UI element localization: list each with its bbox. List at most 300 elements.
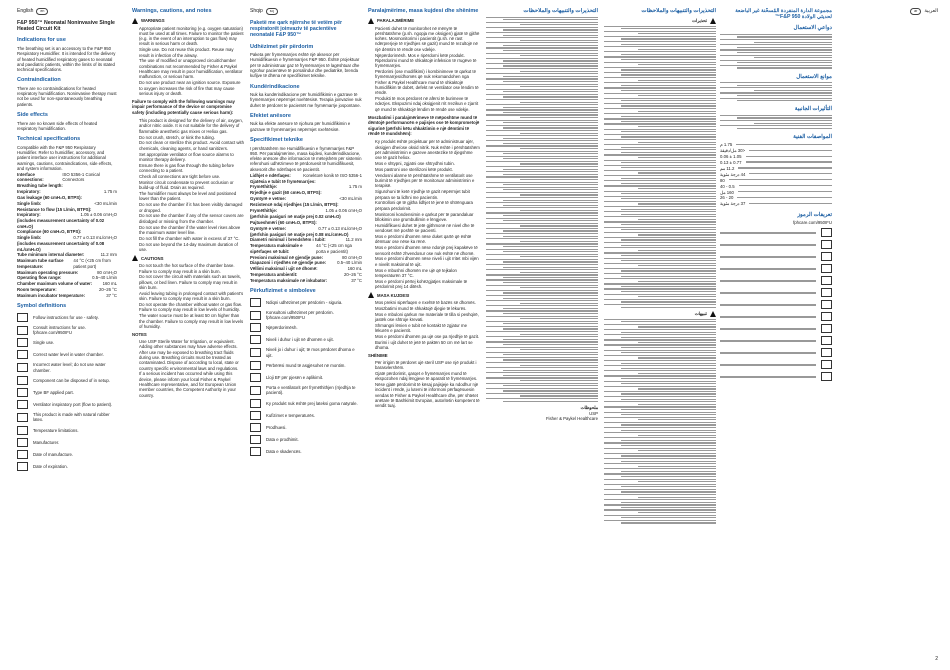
text-line <box>638 126 716 127</box>
list-item: • After use may be exposed to breathing tract fluids during use. Breathing circuits must be treated as contaminated. Dispose of according to local, state or country specific environmental laws and regulations. <box>139 350 244 371</box>
text-line <box>486 295 598 296</box>
text-line <box>604 350 716 351</box>
text-line <box>754 57 832 58</box>
text-line <box>486 151 598 152</box>
symbol-icon <box>17 400 28 409</box>
spec-row <box>17 229 117 234</box>
text-line <box>503 29 598 30</box>
spec-label: Gymtyrë e vetme: <box>250 225 287 231</box>
text-line <box>604 273 716 274</box>
contraindication-heading: Contraindication <box>17 77 61 84</box>
text-line <box>520 55 598 56</box>
text-line <box>720 60 832 61</box>
text-line <box>503 158 598 159</box>
arabic-spec-value: 20 - 26 <box>720 195 734 201</box>
spec-label: Single limb: <box>17 235 42 241</box>
text-line <box>638 203 716 204</box>
text-line <box>720 125 832 126</box>
text-line <box>604 56 716 57</box>
text-line <box>486 377 598 378</box>
text-line <box>486 310 598 311</box>
text-line <box>621 522 716 523</box>
text-line <box>638 234 716 235</box>
text-line <box>604 391 716 392</box>
text-line <box>720 364 816 365</box>
spec-value: 11.2 mm <box>100 252 117 258</box>
text-line <box>486 32 598 33</box>
text-line <box>604 479 716 480</box>
arabic-symbol-list <box>720 228 832 381</box>
notes-label: NOTES <box>132 332 147 338</box>
spec-value: <30 mL/min <box>339 196 362 202</box>
text-line <box>604 370 716 371</box>
text-line <box>737 67 832 68</box>
text-line <box>503 112 598 113</box>
text-line <box>604 237 716 238</box>
symbol-label: Type BF applied part. <box>33 389 74 395</box>
warning-triangle-icon <box>132 18 138 24</box>
text-line <box>604 160 716 161</box>
text-line <box>621 147 716 148</box>
text-line <box>720 34 832 35</box>
text-line <box>638 466 716 467</box>
indications-text-sq: Paketa për frymëmarrjes është një aksesor për Humidifikuesin e frymëmarrjes F&P 950. Është projektuar për të administruar gaz të frymëmarrjes të lagështuar dhe ngrohur pacientëve të porsalindur dhe pediatrikë, brenda kufijve të dhëna në specifikimet teknike. <box>250 52 360 79</box>
arabic-symbol-row <box>720 276 832 285</box>
list-item: • Do not clean or sterilize this product. Avoid contact with chemicals, cleaning agents, or hand sanitizers. <box>139 140 244 151</box>
text-line <box>621 38 716 39</box>
text-line <box>638 49 716 50</box>
symbol-icon <box>17 413 28 422</box>
text-line <box>621 378 716 379</box>
text-line <box>604 365 716 366</box>
spec-label: Room temperature: <box>17 287 57 293</box>
spec-row <box>17 235 117 240</box>
symbol-row <box>250 423 362 432</box>
text-line <box>638 481 716 482</box>
side-effects-text-sq: Nuk ka efekte anësore të njohura për humidifikimin e gazrave të frymëmarrjes nëpërmjet nxehtësisë. <box>250 121 351 132</box>
cautions-list-sq <box>368 300 480 350</box>
text-line <box>520 380 598 381</box>
text-line <box>486 249 598 250</box>
text-line <box>520 349 598 350</box>
symbol-icon <box>821 228 832 237</box>
text-line <box>604 334 716 335</box>
text-line <box>754 90 832 91</box>
text-line <box>621 455 716 456</box>
text-line <box>604 82 716 83</box>
symbol-icon <box>17 363 28 372</box>
spec-label: Rezistencë ndaj rrjedhjes (15 L/min, BTPS): <box>250 202 339 208</box>
spec-label: Inspiratory: <box>17 188 41 194</box>
list-item: • Check all connections are tight before use. <box>139 174 244 179</box>
list-item: • Mos e përdorni dhomën nëse duket qartë që është dëmtuar ose nëse ka rënë. <box>375 234 480 245</box>
text-line <box>520 395 598 396</box>
symbol-icon <box>250 423 261 432</box>
text-line <box>503 96 598 97</box>
spec-row <box>250 190 362 195</box>
text-line <box>520 117 598 118</box>
arabic-text-block <box>720 34 832 69</box>
text-line <box>737 36 832 37</box>
text-line <box>621 291 716 292</box>
symbol-list-sq <box>250 298 362 456</box>
text-line <box>486 182 598 183</box>
text-line <box>621 399 716 400</box>
text-line <box>604 406 716 407</box>
text-line <box>503 277 598 278</box>
text-line <box>638 111 716 112</box>
list-item: • The humidifier must always be level and positioned lower than the patient. <box>139 191 244 202</box>
text-line <box>621 178 716 179</box>
spec-row <box>250 220 362 225</box>
spec-label: Temperatura maksimale në inkubator: <box>250 278 328 284</box>
text-line <box>621 301 716 302</box>
text-line <box>604 103 716 104</box>
warnings-column <box>132 8 244 399</box>
text-line <box>621 198 716 199</box>
spec-label: Gjatësia e tubit të frymëmarrjes: <box>250 178 316 184</box>
text-line <box>604 381 716 382</box>
arabic-text-block <box>486 17 598 402</box>
text-line <box>621 105 716 106</box>
spec-row <box>17 189 117 194</box>
spec-label: Vëllimi maksimal i ujit në dhomë: <box>250 266 318 272</box>
list-item: • Do not cover the circuit with materials such as towels, pillows, or bed linen. Failure to comply may result in skin burn. <box>139 274 244 290</box>
text-line <box>720 268 816 269</box>
text-line <box>720 82 832 83</box>
spec-row <box>17 281 117 286</box>
spec-row <box>250 226 362 231</box>
arabic-symbol-row <box>720 348 832 357</box>
spec-label: Temperatura maksimale e sipërfaqes së tubit: <box>250 243 303 254</box>
symbol-icon <box>17 313 28 322</box>
side-effects-heading: Side effects <box>17 112 48 119</box>
arabic-spec-row <box>720 184 832 189</box>
text-line <box>621 363 716 364</box>
symbol-label: Porta e ventilatorit për frymëthithjen (rrjedhja te pacienti). <box>266 385 356 396</box>
symbol-label: Ky produkt nuk është prej lateksi goma natyrale. <box>266 400 358 406</box>
symbol-label: Konsultoni udhëzimet për përdorim. fphcare.com/950IFU <box>266 309 334 321</box>
text-line <box>486 109 598 110</box>
spec-row <box>250 214 362 219</box>
text-line <box>638 326 716 327</box>
text-line <box>604 344 716 345</box>
text-line <box>503 323 598 324</box>
text-line <box>638 157 716 158</box>
text-line <box>737 62 832 63</box>
text-line <box>486 238 598 239</box>
symbol-icon <box>250 447 261 456</box>
text-line <box>604 489 716 490</box>
spec-label: Maximum incubator temperature: <box>17 293 86 299</box>
notes-list-sq <box>368 360 480 409</box>
text-line <box>621 162 716 163</box>
text-line <box>621 85 716 86</box>
text-line <box>604 149 716 150</box>
symbol-label: Niveli jo i duhur i ujit; të mos përdoret dhoma e ujit. <box>266 347 355 358</box>
symbol-row <box>250 411 362 420</box>
text-line <box>486 104 598 105</box>
text-line <box>503 81 598 82</box>
symbol-icon <box>821 300 832 309</box>
text-line <box>621 476 716 477</box>
text-line <box>486 42 598 43</box>
text-line <box>503 200 598 201</box>
text-line <box>621 440 716 441</box>
language-code-badge-sq: sq <box>266 8 278 15</box>
language-name-ar: العربية <box>924 8 938 14</box>
text-line <box>503 230 598 231</box>
spec-label: Rrjedhje e gazit (60 cmH₂O, BTPS): <box>250 190 322 196</box>
text-line <box>604 375 716 376</box>
spec-label: Gymtyrë e vetme: <box>250 196 287 202</box>
symbol-label: Incorrect water level; do not use water chamber. <box>33 362 106 373</box>
text-line <box>604 180 716 181</box>
arabic-spec-value: 0.77 ± 0.13 <box>720 160 742 166</box>
list-item: • Burimi i ujit duhet të jetë të paktën 50 cm më lart se dhoma. <box>375 340 480 351</box>
indications-heading-sq: Udhëzimet për përdorim <box>250 43 314 50</box>
text-line <box>604 232 716 233</box>
text-line <box>604 87 716 88</box>
arabic-url: fphcare.com/950IFU <box>793 220 832 226</box>
list-item: • Do not use beyond the 14-day maximum duration of use. <box>139 242 244 253</box>
text-line <box>638 64 716 65</box>
arabic-column <box>720 8 832 384</box>
list-item: • Pacienti duhet të monitorohet në mënyrë të përshtatshme (p.sh. ngopja me oksigjen) gjatë të gjithë kohës. Mosmonitorimi i pacientit (p.sh. në rast ndërprerjeje të rrjedhjes së gazit) mund të rezultojë në një dëmtim të rëndë ose vdekje. <box>375 26 480 52</box>
warnings-list-sq <box>368 26 480 113</box>
symbol-icon <box>821 276 832 285</box>
list-item: • Humidifikuesi duhet të jetë gjithmonë në nivel dhe të vendoset më poshtë se pacienti. <box>375 223 480 234</box>
text-line <box>486 269 598 270</box>
text-line <box>486 187 598 188</box>
text-line <box>486 99 598 100</box>
spec-row <box>17 275 117 280</box>
text-line <box>503 45 598 46</box>
text-line <box>486 120 598 121</box>
text-line <box>486 53 598 54</box>
symbol-row <box>250 361 362 370</box>
arabic-spec-value: 44 درجة مئوية <box>720 171 746 177</box>
text-line <box>604 458 716 459</box>
warning-triangle-icon <box>368 18 374 24</box>
text-line <box>503 344 598 345</box>
text-line <box>621 461 716 462</box>
arabic-spec-value: 1.05 ± 0.06 <box>720 154 742 160</box>
text-line <box>503 292 598 293</box>
symbol-icon <box>821 324 832 333</box>
text-line <box>604 170 716 171</box>
arabic-text-block <box>604 319 716 524</box>
spec-row <box>250 260 362 265</box>
text-line <box>621 368 716 369</box>
indications-text: The breathing set is an accessory to the F&P 950 Respiratory Humidifier. It is intended for the delivery of heated humidified respiratory gases to neonatal and paediatric patients, within the limits of its stated technical specifications. <box>17 45 116 73</box>
spec-label: Diametri minimal i brendshëm i tubit: <box>250 237 326 243</box>
arabic-company: Fisher & Paykel Healthcare <box>545 416 598 422</box>
symbols-heading-sq: Përkufizimet e simboleve <box>250 288 316 295</box>
symbol-icon <box>250 298 261 307</box>
text-line <box>604 339 716 340</box>
symbol-row <box>17 462 117 471</box>
text-line <box>736 144 832 145</box>
symbol-label: Component can be disposed of in setup. <box>33 377 110 383</box>
arabic-spec-value: <30 مل/دقيقة <box>720 148 745 154</box>
text-line <box>503 298 598 299</box>
text-line <box>638 435 716 436</box>
text-line <box>621 255 716 256</box>
text-line <box>638 296 716 297</box>
arabic-cautions-label: تنبيهات <box>604 311 716 317</box>
text-line <box>520 303 598 304</box>
spec-value: 80 cmH₂O <box>342 254 362 260</box>
text-line <box>503 328 598 329</box>
symbol-label: Ventilator inspiratory port (flow to patient). <box>33 401 113 407</box>
text-line <box>720 256 816 257</box>
spec-label: Chamber maximum volume of water: <box>17 281 93 287</box>
cautions-label-sq: MASA KUJDESI <box>368 292 480 298</box>
symbol-row <box>250 399 362 408</box>
text-line <box>604 288 716 289</box>
text-line <box>486 161 598 162</box>
list-item: • Nëse gjatë përdorimit të kësaj pajisjeje ka ndodhur një incident i rëndë, ju lutemi të informoni përfaqësuesin vendas të Fisher & Paykel Healthcare dhe, për shtetet anëtare të Bashkimit Evropian, autoritetin kompetent të vendit tuaj. <box>375 382 480 408</box>
text-line <box>638 404 716 405</box>
spec-label: Maximum operating pressure: <box>17 269 79 275</box>
arabic-spec-row <box>720 190 832 195</box>
text-line <box>638 265 716 266</box>
text-line <box>604 278 716 279</box>
symbol-label: This product is made with natural rubber latex. <box>33 412 110 423</box>
arabic-symbol-row <box>720 252 832 261</box>
list-item: • Mos e mbushni dhomën me ujë që tejkalon temperaturën 37 °C. <box>375 268 480 279</box>
text-line <box>638 497 716 498</box>
text-line <box>621 54 716 55</box>
text-line <box>520 287 598 288</box>
text-line <box>604 185 716 186</box>
text-line <box>520 133 598 134</box>
text-line <box>638 80 716 81</box>
text-line <box>621 183 716 184</box>
spec-row <box>250 243 362 254</box>
spec-row <box>17 183 117 188</box>
text-line <box>486 207 598 208</box>
spec-label: Interface connections: <box>17 171 44 183</box>
list-item: • Mos e përdorni dhomën nëse ndonjë prej kapakëve të sensorit është zhvendosur ose nuk është në dhomë. <box>375 245 480 256</box>
list-item: • The use of modified or unapproved circuit/chamber combinations not recommended by Fisher & Paykel Healthcare may result in poor humidification, ventilator malfunction, or serious harm. <box>139 58 244 79</box>
symbol-label: Njëpërdorimësh. <box>266 325 298 331</box>
text-line <box>621 100 716 101</box>
text-line <box>486 84 598 85</box>
text-line <box>604 67 716 68</box>
text-line <box>720 115 832 116</box>
text-line <box>720 304 816 305</box>
spec-value: 0.5–40 L/min <box>337 260 362 266</box>
language-header-sq <box>250 8 362 15</box>
list-item: • Single use. Do not reuse this product. Reuse may result in infection of the airway. <box>139 47 244 58</box>
text-line <box>604 242 716 243</box>
text-line <box>621 430 716 431</box>
text-line <box>604 355 716 356</box>
arabic-symbol-row <box>720 228 832 237</box>
text-line <box>486 58 598 59</box>
text-line <box>604 129 716 130</box>
list-item: • Vendosni alarme të përshtatshme të ventilatorit ose burimit të rrjedhjes për të monitoruar administrimin e terapisë. <box>375 173 480 189</box>
text-line <box>638 357 716 358</box>
spec-label: Inspiratory: <box>17 212 41 218</box>
text-line <box>604 93 716 94</box>
text-line <box>621 471 716 472</box>
warning-triangle-icon <box>710 18 716 24</box>
arabic-side-heading: التأثيرات الجانبية <box>794 106 832 113</box>
text-line <box>604 26 716 27</box>
text-line <box>486 290 598 291</box>
spec-row <box>250 208 362 213</box>
text-line <box>621 74 716 75</box>
symbols-heading: Symbol definitions <box>17 303 67 310</box>
text-line <box>604 227 716 228</box>
text-line <box>621 383 716 384</box>
arabic-spec-value: 160 مل <box>720 189 734 195</box>
spec-row <box>17 293 117 298</box>
text-line <box>621 28 716 29</box>
text-line <box>604 427 716 428</box>
text-line <box>486 171 598 172</box>
spec-row <box>17 241 117 252</box>
text-line <box>604 304 716 305</box>
text-line <box>520 179 598 180</box>
text-line <box>520 241 598 242</box>
symbol-icon <box>821 288 832 297</box>
list-item: • Mos e përdorni dhomën nëse niveli i ujit rritet mbi vijën e nivelit maksimal të ujit. <box>375 256 480 267</box>
text-line <box>604 221 716 222</box>
caution-triangle-icon <box>132 255 138 261</box>
text-line <box>604 258 716 259</box>
text-line <box>604 283 716 284</box>
text-line <box>604 46 716 47</box>
text-line <box>720 55 832 56</box>
spec-label: Diapazoni i rrjedhës në gjendje pune: <box>250 260 327 266</box>
symbol-icon <box>250 411 261 420</box>
list-item: • Monitor circuit condensate to prevent occlusion or build-up of fluid. Drain as required. <box>139 180 244 191</box>
spec-value: 1.05 ± 0.06 cmH₂O <box>325 208 362 213</box>
symbol-icon <box>821 312 832 321</box>
symbol-icon <box>821 336 832 345</box>
spec-label: Temperatura ambientit: <box>250 272 298 278</box>
spec-row <box>17 207 117 212</box>
text-line <box>486 166 598 167</box>
arabic-spec-row <box>720 195 832 200</box>
text-line <box>604 252 716 253</box>
product-title-sq: Paketë me qark njërrshe të vetëm për respiratorët joinvaziv të pacientëve neonatalë F&P 950™ <box>250 20 342 39</box>
spec-row <box>17 212 117 217</box>
arabic-symbol-row <box>720 300 832 309</box>
text-line <box>604 494 716 495</box>
list-item: • Do not use the chamber if the water level rises above the maximum water level line. <box>139 225 244 236</box>
symbol-row <box>17 450 117 459</box>
symbol-icon <box>821 264 832 273</box>
text-line <box>486 22 598 23</box>
text-line <box>604 98 716 99</box>
text-line <box>604 51 716 52</box>
text-line <box>604 154 716 155</box>
text-line <box>749 173 832 174</box>
arabic-contra-heading: موانع الاستعمال <box>796 73 832 80</box>
text-line <box>638 95 716 96</box>
text-line <box>503 359 598 360</box>
text-line <box>621 229 716 230</box>
text-line <box>604 175 716 176</box>
text-line <box>520 256 598 257</box>
symbol-icon <box>250 399 261 408</box>
text-line <box>621 245 716 246</box>
